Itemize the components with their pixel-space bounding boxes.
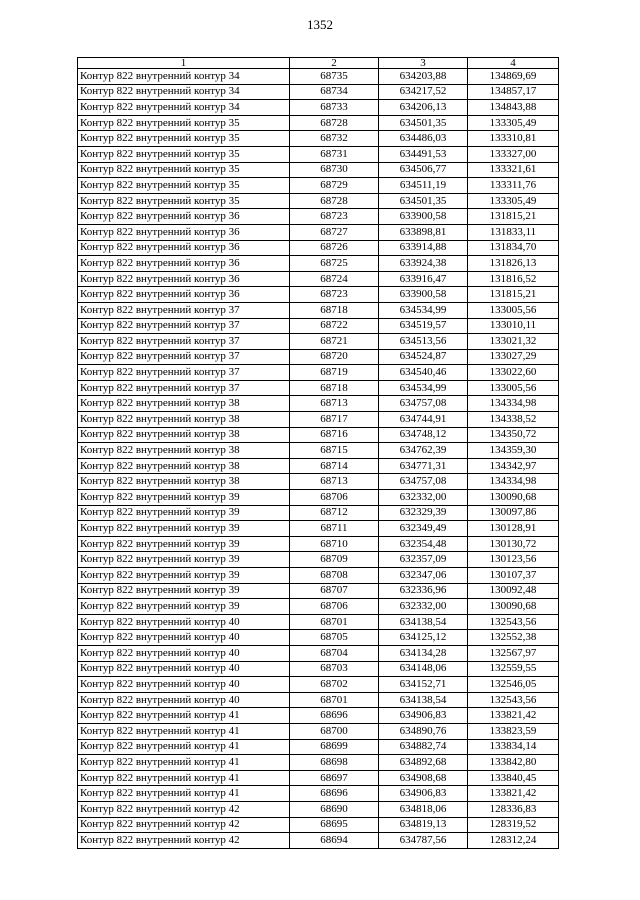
point-number-cell: 68720 — [290, 349, 379, 365]
x-coordinate-cell: 632332,00 — [379, 490, 468, 506]
x-coordinate-cell: 634206,13 — [379, 100, 468, 116]
contour-name-cell: Контур 822 внутренний контур 37 — [78, 365, 290, 381]
x-coordinate-cell: 634534,99 — [379, 302, 468, 318]
y-coordinate-cell: 134338,52 — [468, 412, 559, 428]
contour-name-cell: Контур 822 внутренний контур 36 — [78, 240, 290, 256]
point-number-cell: 68695 — [290, 817, 379, 833]
contour-name-cell: Контур 822 внутренний контур 39 — [78, 490, 290, 506]
point-number-cell: 68705 — [290, 630, 379, 646]
table-row — [78, 69, 559, 85]
x-coordinate-cell: 634890,76 — [379, 723, 468, 739]
table-row — [78, 302, 559, 318]
x-coordinate-cell: 634506,77 — [379, 162, 468, 178]
table-row — [78, 505, 559, 521]
x-coordinate-cell: 634906,83 — [379, 708, 468, 724]
point-number-cell: 68728 — [290, 193, 379, 209]
point-number-cell: 68704 — [290, 645, 379, 661]
point-number-cell: 68735 — [290, 69, 379, 85]
contour-name-cell: Контур 822 внутренний контур 36 — [78, 224, 290, 240]
point-number-cell: 68722 — [290, 318, 379, 334]
contour-name-cell: Контур 822 внутренний контур 37 — [78, 318, 290, 334]
point-number-cell: 68698 — [290, 755, 379, 771]
x-coordinate-cell: 634148,06 — [379, 661, 468, 677]
x-coordinate-cell: 634787,56 — [379, 833, 468, 849]
table-body — [78, 58, 559, 849]
point-number-cell: 68734 — [290, 84, 379, 100]
contour-name-cell: Контур 822 внутренний контур 37 — [78, 380, 290, 396]
point-number-cell: 68723 — [290, 209, 379, 225]
y-coordinate-cell: 133311,76 — [468, 178, 559, 194]
contour-name-cell: Контур 822 внутренний контур 39 — [78, 599, 290, 615]
table-row — [78, 474, 559, 490]
point-number-cell: 68715 — [290, 443, 379, 459]
x-coordinate-cell: 634819,13 — [379, 817, 468, 833]
contour-name-cell: Контур 822 внутренний контур 39 — [78, 521, 290, 537]
point-number-cell: 68708 — [290, 568, 379, 584]
point-number-cell: 68703 — [290, 661, 379, 677]
y-coordinate-cell: 130128,91 — [468, 521, 559, 537]
table-row — [78, 146, 559, 162]
table-row — [78, 162, 559, 178]
table-row — [78, 630, 559, 646]
point-number-cell: 68723 — [290, 287, 379, 303]
table-row — [78, 490, 559, 506]
contour-name-cell: Контур 822 внутренний контур 42 — [78, 801, 290, 817]
x-coordinate-cell: 634748,12 — [379, 427, 468, 443]
x-coordinate-cell: 634762,39 — [379, 443, 468, 459]
contour-name-cell: Контур 822 внутренний контур 40 — [78, 630, 290, 646]
y-coordinate-cell: 133021,32 — [468, 334, 559, 350]
y-coordinate-cell: 133010,11 — [468, 318, 559, 334]
point-number-cell: 68718 — [290, 302, 379, 318]
x-coordinate-cell: 634138,54 — [379, 614, 468, 630]
x-coordinate-cell: 634134,28 — [379, 645, 468, 661]
point-number-cell: 68713 — [290, 396, 379, 412]
point-number-cell: 68728 — [290, 115, 379, 131]
contour-name-cell: Контур 822 внутренний контур 38 — [78, 458, 290, 474]
contour-name-cell: Контур 822 внутренний контур 40 — [78, 661, 290, 677]
contour-name-cell: Контур 822 внутренний контур 38 — [78, 443, 290, 459]
table-row — [78, 568, 559, 584]
table-row — [78, 84, 559, 100]
contour-name-cell: Контур 822 внутренний контур 41 — [78, 739, 290, 755]
y-coordinate-cell: 133821,42 — [468, 786, 559, 802]
page-number: 1352 — [307, 17, 333, 32]
table-row — [78, 677, 559, 693]
table-row — [78, 817, 559, 833]
x-coordinate-cell: 634818,06 — [379, 801, 468, 817]
y-coordinate-cell: 130097,86 — [468, 505, 559, 521]
point-number-cell: 68697 — [290, 770, 379, 786]
y-coordinate-cell: 130090,68 — [468, 599, 559, 615]
point-number-cell: 68724 — [290, 271, 379, 287]
y-coordinate-cell: 133834,14 — [468, 739, 559, 755]
y-coordinate-cell: 133840,45 — [468, 770, 559, 786]
table-row — [78, 723, 559, 739]
contour-name-cell: Контур 822 внутренний контур 41 — [78, 770, 290, 786]
point-number-cell: 68707 — [290, 583, 379, 599]
y-coordinate-cell: 134869,69 — [468, 69, 559, 85]
table-row — [78, 661, 559, 677]
x-coordinate-cell: 634138,54 — [379, 692, 468, 708]
x-coordinate-cell: 634501,35 — [379, 193, 468, 209]
y-coordinate-cell: 133022,60 — [468, 365, 559, 381]
point-number-cell: 68726 — [290, 240, 379, 256]
x-coordinate-cell: 634892,68 — [379, 755, 468, 771]
table-row — [78, 224, 559, 240]
x-coordinate-cell: 633898,81 — [379, 224, 468, 240]
contour-name-cell: Контур 822 внутренний контур 38 — [78, 427, 290, 443]
contour-name-cell: Контур 822 внутренний контур 39 — [78, 583, 290, 599]
y-coordinate-cell: 132567,97 — [468, 645, 559, 661]
contour-name-cell: Контур 822 внутренний контур 39 — [78, 536, 290, 552]
point-number-cell: 68730 — [290, 162, 379, 178]
contour-name-cell: Контур 822 внутренний контур 35 — [78, 146, 290, 162]
point-number-cell: 68732 — [290, 131, 379, 147]
point-number-cell: 68700 — [290, 723, 379, 739]
column-header-1: 1 — [78, 58, 290, 69]
x-coordinate-cell: 634906,83 — [379, 786, 468, 802]
point-number-cell: 68727 — [290, 224, 379, 240]
y-coordinate-cell: 131815,21 — [468, 287, 559, 303]
contour-name-cell: Контур 822 внутренний контур 35 — [78, 131, 290, 147]
y-coordinate-cell: 130107,37 — [468, 568, 559, 584]
y-coordinate-cell: 131834,70 — [468, 240, 559, 256]
point-number-cell: 68713 — [290, 474, 379, 490]
point-number-cell: 68696 — [290, 786, 379, 802]
point-number-cell: 68694 — [290, 833, 379, 849]
table-row — [78, 178, 559, 194]
point-number-cell: 68729 — [290, 178, 379, 194]
table-row — [78, 115, 559, 131]
point-number-cell: 68717 — [290, 412, 379, 428]
x-coordinate-cell: 634534,99 — [379, 380, 468, 396]
point-number-cell: 68718 — [290, 380, 379, 396]
contour-name-cell: Контур 822 внутренний контур 34 — [78, 100, 290, 116]
point-number-cell: 68719 — [290, 365, 379, 381]
contour-name-cell: Контур 822 внутренний контур 35 — [78, 193, 290, 209]
x-coordinate-cell: 632347,06 — [379, 568, 468, 584]
table-row — [78, 458, 559, 474]
column-header-2: 2 — [290, 58, 379, 69]
point-number-cell: 68701 — [290, 692, 379, 708]
y-coordinate-cell: 133842,80 — [468, 755, 559, 771]
point-number-cell: 68716 — [290, 427, 379, 443]
point-number-cell: 68701 — [290, 614, 379, 630]
table-row — [78, 770, 559, 786]
point-number-cell: 68710 — [290, 536, 379, 552]
table-row — [78, 786, 559, 802]
x-coordinate-cell: 633900,58 — [379, 209, 468, 225]
table-row — [78, 396, 559, 412]
y-coordinate-cell: 133005,56 — [468, 380, 559, 396]
contour-name-cell: Контур 822 внутренний контур 38 — [78, 474, 290, 490]
contour-name-cell: Контур 822 внутренний контур 35 — [78, 162, 290, 178]
table-row — [78, 271, 559, 287]
x-coordinate-cell: 634217,52 — [379, 84, 468, 100]
y-coordinate-cell: 130130,72 — [468, 536, 559, 552]
coordinates-table — [77, 57, 559, 849]
contour-name-cell: Контур 822 внутренний контур 37 — [78, 349, 290, 365]
contour-name-cell: Контур 822 внутренний контур 37 — [78, 334, 290, 350]
point-number-cell: 68696 — [290, 708, 379, 724]
x-coordinate-cell: 632332,00 — [379, 599, 468, 615]
point-number-cell: 68706 — [290, 490, 379, 506]
x-coordinate-cell: 633916,47 — [379, 271, 468, 287]
y-coordinate-cell: 130123,56 — [468, 552, 559, 568]
contour-name-cell: Контур 822 внутренний контур 38 — [78, 396, 290, 412]
contour-name-cell: Контур 822 внутренний контур 41 — [78, 786, 290, 802]
point-number-cell: 68702 — [290, 677, 379, 693]
y-coordinate-cell: 134359,30 — [468, 443, 559, 459]
x-coordinate-cell: 633914,88 — [379, 240, 468, 256]
contour-name-cell: Контур 822 внутренний контур 39 — [78, 568, 290, 584]
contour-name-cell: Контур 822 внутренний контур 37 — [78, 302, 290, 318]
contour-name-cell: Контур 822 внутренний контур 36 — [78, 209, 290, 225]
contour-name-cell: Контур 822 внутренний контур 40 — [78, 677, 290, 693]
table-row — [78, 536, 559, 552]
table-row — [78, 193, 559, 209]
x-coordinate-cell: 634519,57 — [379, 318, 468, 334]
table-header-row — [78, 58, 559, 69]
y-coordinate-cell: 133310,81 — [468, 131, 559, 147]
column-header-3: 3 — [379, 58, 468, 69]
table-row — [78, 614, 559, 630]
table-row — [78, 801, 559, 817]
point-number-cell: 68699 — [290, 739, 379, 755]
table-row — [78, 427, 559, 443]
table-row — [78, 380, 559, 396]
x-coordinate-cell: 632329,39 — [379, 505, 468, 521]
table-row — [78, 131, 559, 147]
point-number-cell: 68690 — [290, 801, 379, 817]
x-coordinate-cell: 633900,58 — [379, 287, 468, 303]
y-coordinate-cell: 131815,21 — [468, 209, 559, 225]
y-coordinate-cell: 132552,38 — [468, 630, 559, 646]
table-row — [78, 692, 559, 708]
y-coordinate-cell: 131833,11 — [468, 224, 559, 240]
y-coordinate-cell: 130090,68 — [468, 490, 559, 506]
y-coordinate-cell: 131826,13 — [468, 256, 559, 272]
x-coordinate-cell: 634908,68 — [379, 770, 468, 786]
table-row — [78, 318, 559, 334]
x-coordinate-cell: 634524,87 — [379, 349, 468, 365]
contour-name-cell: Контур 822 внутренний контур 40 — [78, 692, 290, 708]
y-coordinate-cell: 132543,56 — [468, 614, 559, 630]
table-row — [78, 100, 559, 116]
x-coordinate-cell: 634486,03 — [379, 131, 468, 147]
x-coordinate-cell: 632336,96 — [379, 583, 468, 599]
x-coordinate-cell: 632357,09 — [379, 552, 468, 568]
x-coordinate-cell: 634491,53 — [379, 146, 468, 162]
y-coordinate-cell: 132543,56 — [468, 692, 559, 708]
x-coordinate-cell: 634540,46 — [379, 365, 468, 381]
y-coordinate-cell: 133305,49 — [468, 115, 559, 131]
x-coordinate-cell: 632349,49 — [379, 521, 468, 537]
contour-name-cell: Контур 822 внутренний контур 39 — [78, 505, 290, 521]
table-row — [78, 412, 559, 428]
table-row — [78, 755, 559, 771]
table-row — [78, 287, 559, 303]
column-header-4: 4 — [468, 58, 559, 69]
contour-name-cell: Контур 822 внутренний контур 42 — [78, 817, 290, 833]
contour-name-cell: Контур 822 внутренний контур 41 — [78, 723, 290, 739]
y-coordinate-cell: 134334,98 — [468, 474, 559, 490]
y-coordinate-cell: 130092,48 — [468, 583, 559, 599]
table-row — [78, 833, 559, 849]
contour-name-cell: Контур 822 внутренний контур 41 — [78, 708, 290, 724]
table-row — [78, 645, 559, 661]
x-coordinate-cell: 634511,19 — [379, 178, 468, 194]
table-row — [78, 240, 559, 256]
y-coordinate-cell: 131816,52 — [468, 271, 559, 287]
y-coordinate-cell: 133305,49 — [468, 193, 559, 209]
y-coordinate-cell: 133821,42 — [468, 708, 559, 724]
y-coordinate-cell: 134857,17 — [468, 84, 559, 100]
table-row — [78, 349, 559, 365]
contour-name-cell: Контур 822 внутренний контур 40 — [78, 614, 290, 630]
y-coordinate-cell: 133027,29 — [468, 349, 559, 365]
contour-name-cell: Контур 822 внутренний контур 36 — [78, 256, 290, 272]
y-coordinate-cell: 134350,72 — [468, 427, 559, 443]
point-number-cell: 68712 — [290, 505, 379, 521]
y-coordinate-cell: 134342,97 — [468, 458, 559, 474]
y-coordinate-cell: 128336,83 — [468, 801, 559, 817]
y-coordinate-cell: 128319,52 — [468, 817, 559, 833]
x-coordinate-cell: 634757,08 — [379, 474, 468, 490]
x-coordinate-cell: 634125,12 — [379, 630, 468, 646]
point-number-cell: 68706 — [290, 599, 379, 615]
y-coordinate-cell: 132559,55 — [468, 661, 559, 677]
x-coordinate-cell: 634501,35 — [379, 115, 468, 131]
table-row — [78, 708, 559, 724]
table-row — [78, 552, 559, 568]
contour-name-cell: Контур 822 внутренний контур 35 — [78, 115, 290, 131]
contour-name-cell: Контур 822 внутренний контур 34 — [78, 84, 290, 100]
contour-name-cell: Контур 822 внутренний контур 40 — [78, 645, 290, 661]
contour-name-cell: Контур 822 внутренний контур 36 — [78, 287, 290, 303]
x-coordinate-cell: 634744,91 — [379, 412, 468, 428]
contour-name-cell: Контур 822 внутренний контур 41 — [78, 755, 290, 771]
x-coordinate-cell: 634513,56 — [379, 334, 468, 350]
point-number-cell: 68725 — [290, 256, 379, 272]
table-row — [78, 256, 559, 272]
x-coordinate-cell: 634152,71 — [379, 677, 468, 693]
table-row — [78, 209, 559, 225]
y-coordinate-cell: 134843,88 — [468, 100, 559, 116]
x-coordinate-cell: 634203,88 — [379, 69, 468, 85]
x-coordinate-cell: 633924,38 — [379, 256, 468, 272]
table-row — [78, 443, 559, 459]
x-coordinate-cell: 634882,74 — [379, 739, 468, 755]
x-coordinate-cell: 634771,31 — [379, 458, 468, 474]
table-row — [78, 739, 559, 755]
contour-name-cell: Контур 822 внутренний контур 36 — [78, 271, 290, 287]
table-row — [78, 365, 559, 381]
y-coordinate-cell: 133327,00 — [468, 146, 559, 162]
y-coordinate-cell: 128312,24 — [468, 833, 559, 849]
table-row — [78, 583, 559, 599]
y-coordinate-cell: 133321,61 — [468, 162, 559, 178]
point-number-cell: 68711 — [290, 521, 379, 537]
point-number-cell: 68709 — [290, 552, 379, 568]
table-row — [78, 599, 559, 615]
y-coordinate-cell: 133005,56 — [468, 302, 559, 318]
contour-name-cell: Контур 822 внутренний контур 34 — [78, 69, 290, 85]
point-number-cell: 68733 — [290, 100, 379, 116]
contour-name-cell: Контур 822 внутренний контур 42 — [78, 833, 290, 849]
y-coordinate-cell: 132546,05 — [468, 677, 559, 693]
y-coordinate-cell: 134334,98 — [468, 396, 559, 412]
contour-name-cell: Контур 822 внутренний контур 39 — [78, 552, 290, 568]
contour-name-cell: Контур 822 внутренний контур 35 — [78, 178, 290, 194]
x-coordinate-cell: 632354,48 — [379, 536, 468, 552]
point-number-cell: 68721 — [290, 334, 379, 350]
y-coordinate-cell: 133823,59 — [468, 723, 559, 739]
contour-name-cell: Контур 822 внутренний контур 38 — [78, 412, 290, 428]
point-number-cell: 68714 — [290, 458, 379, 474]
table-row — [78, 521, 559, 537]
point-number-cell: 68731 — [290, 146, 379, 162]
table-row — [78, 334, 559, 350]
x-coordinate-cell: 634757,08 — [379, 396, 468, 412]
